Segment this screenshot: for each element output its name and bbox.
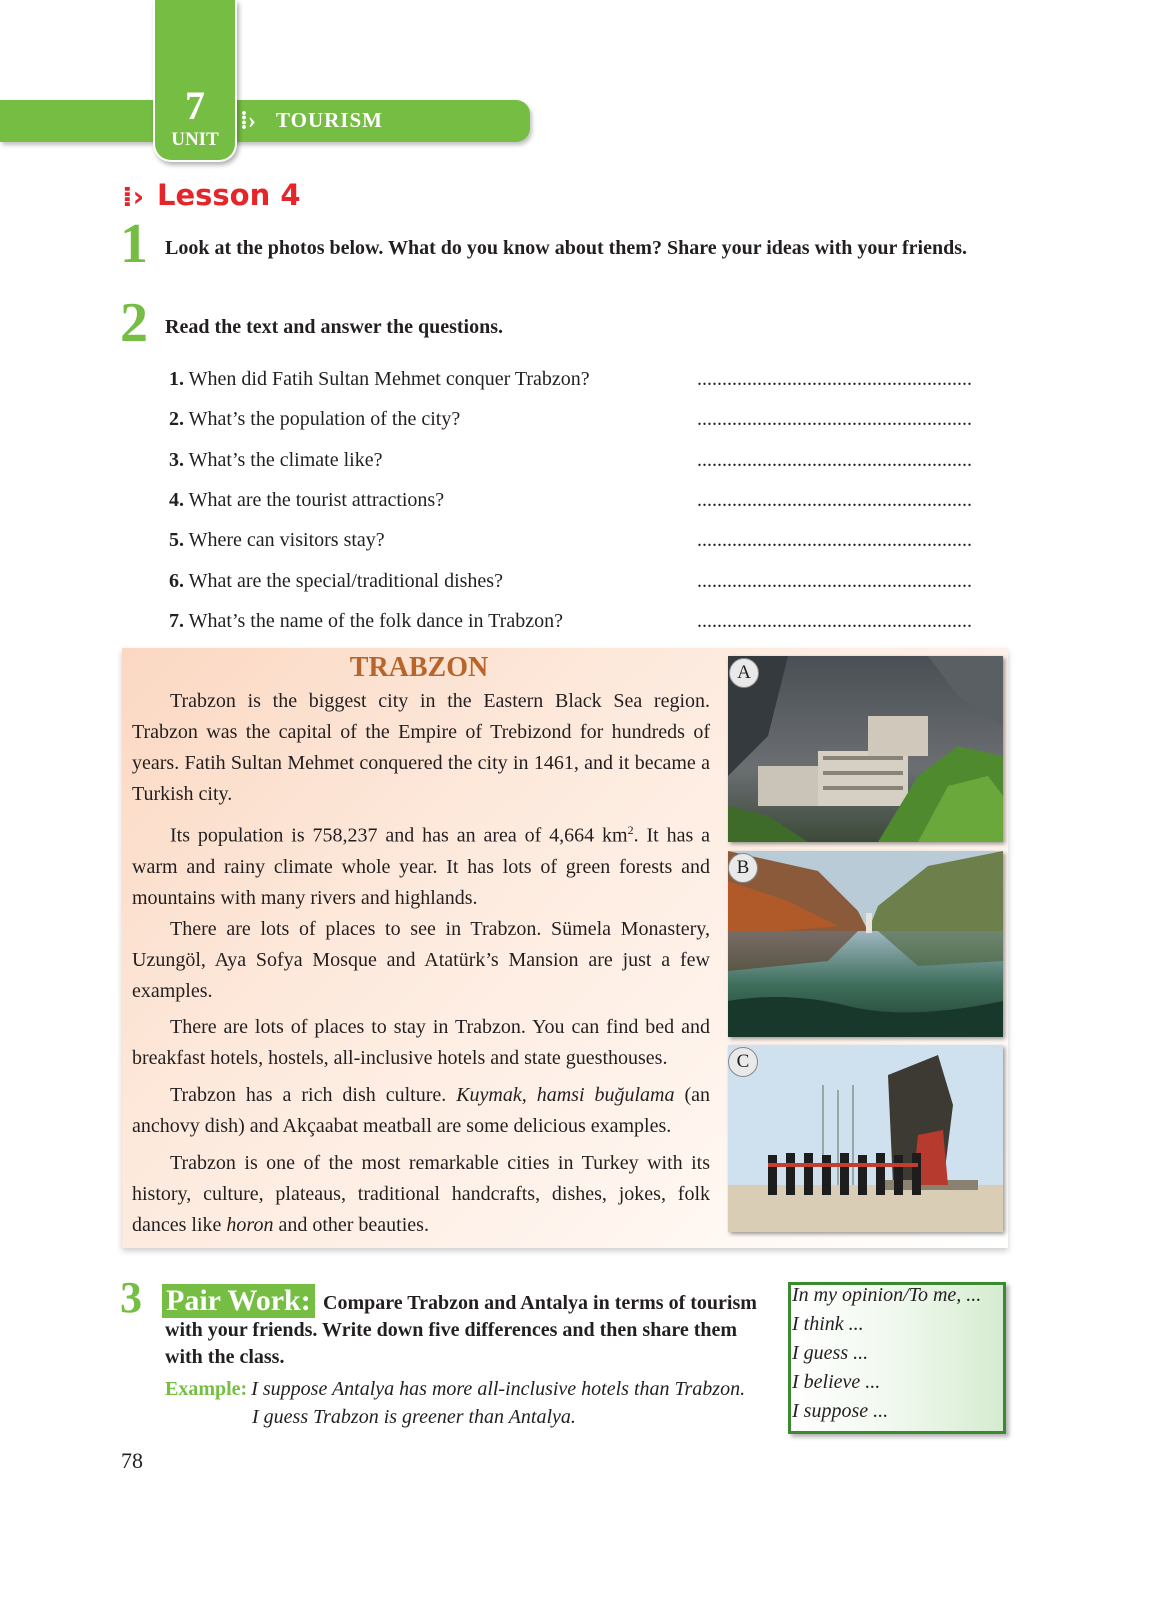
question-text: When did Fatih Sultan Mehmet conquer Trabzon? (188, 368, 590, 390)
answer-line[interactable]: ....................................................... (697, 570, 972, 592)
reading-paragraph: There are lots of places to stay in Trabzon. You can find bed and breakfast hotels, hostels, all-inclusive hotels and state guesthouses. (132, 1016, 710, 1069)
phrase-item: I think ... (792, 1313, 864, 1335)
example-sentence: I suppose Antalya has more all-inclusive hotels than Trabzon. (251, 1378, 746, 1400)
answer-line[interactable]: ....................................................... (697, 449, 972, 471)
question-number: 1. (169, 368, 184, 390)
question-number: 7. (169, 610, 184, 632)
reading-paragraph: Trabzon is the biggest city in the Eastern Black Sea region. Trabzon was the capital of the Empire of Trebizond for hundreds of years. Fatih Sultan Mehmet conquered the city in 1461, and it became a Turkish city. (132, 690, 710, 805)
question-row (169, 570, 1029, 600)
question-row (169, 408, 1029, 438)
photo-label-a: A (729, 658, 759, 688)
question-number: 4. (169, 489, 184, 511)
reading-paragraph: Trabzon has a rich dish culture. Kuymak, hamsi buğulama (an anchovy dish) and Akçaabat meatball are some delicious examples. (132, 1084, 710, 1137)
question-text: Where can visitors stay? (188, 529, 385, 551)
question-number: 5. (169, 529, 184, 551)
photo-horon-dancers (728, 1045, 1003, 1232)
question-row (169, 610, 1029, 640)
unit-header-bar (0, 100, 530, 142)
photo-sumela-monastery (728, 656, 1003, 842)
unit-number: 7 (185, 83, 205, 128)
example-label: Example: (165, 1378, 248, 1400)
exercise-1-number: 1 (120, 213, 148, 275)
answer-line[interactable]: ....................................................... (697, 368, 972, 390)
photo-label-b: B (728, 853, 758, 883)
answer-line[interactable]: ....................................................... (697, 610, 972, 632)
phrase-item: I guess ... (792, 1342, 869, 1364)
exercise-2-number: 2 (120, 292, 148, 354)
reading-paragraph: Its population is 758,237 and has an area of 4,664 $km^2$. It has a warm and rainy climate whole year. It has lots of green forests and mountains with many rivers and highlands. (132, 823, 710, 909)
pair-work-label: Pair Work: (162, 1284, 315, 1318)
reading-title: TRABZON (349, 652, 489, 683)
answer-line[interactable]: ....................................................... (697, 408, 972, 430)
phrase-item: In my opinion/To me, ... (792, 1284, 982, 1306)
dots-icon: ⁞› (122, 180, 145, 213)
question-text: What are the special/traditional dishes? (188, 570, 503, 592)
dots-icon: ⁞› (240, 108, 256, 134)
question-row (169, 489, 1029, 519)
reading-paragraph: Trabzon is one of the most remarkable cities in Turkey with its history, culture, plateaus, traditional handcrafts, dishes, jokes, folk dances like horon and other beauties. (132, 1152, 710, 1236)
phrase-item: I believe ... (792, 1371, 881, 1393)
lesson-title: Lesson 4 (157, 178, 301, 212)
unit-word: UNIT (171, 129, 219, 150)
question-row (169, 449, 1029, 479)
photo-label-c: C (728, 1047, 758, 1077)
example-line (165, 1378, 745, 1401)
question-row (169, 529, 1029, 559)
exercise-2-instruction: Read the text and answer the questions. (165, 316, 503, 338)
unit-title: TOURISM (276, 108, 383, 132)
question-text: What’s the climate like? (188, 449, 383, 471)
example-sentence: I guess Trabzon is greener than Antalya. (252, 1406, 576, 1428)
exercise-3-number: 3 (120, 1273, 142, 1322)
exercise-1-instruction: Look at the photos below. What do you know about them? Share your ideas with your friends. (165, 237, 967, 259)
question-number: 2. (169, 408, 184, 430)
reading-paragraph: There are lots of places to see in Trabzon. Sümela Monastery, Uzungöl, Aya Sofya Mosque and Atatürk’s Mansion are just a few examples. (132, 918, 710, 1002)
photo-uzungol-lake (728, 851, 1003, 1037)
answer-line[interactable]: ....................................................... (697, 489, 972, 511)
exercise-3-instruction: Compare Trabzon and Antalya in terms of tourism with your friends. Write down five differences and then share them with the class. (165, 1292, 757, 1368)
phrase-item: I suppose ... (792, 1400, 889, 1422)
question-row (169, 368, 1029, 398)
question-text: What’s the name of the folk dance in Trabzon? (188, 610, 563, 632)
answer-line[interactable]: ....................................................... (697, 529, 972, 551)
question-text: What’s the population of the city? (188, 408, 461, 430)
question-text: What are the tourist attractions? (188, 489, 445, 511)
question-number: 3. (169, 449, 184, 471)
page-number: 78 (121, 1448, 143, 1473)
question-number: 6. (169, 570, 184, 592)
